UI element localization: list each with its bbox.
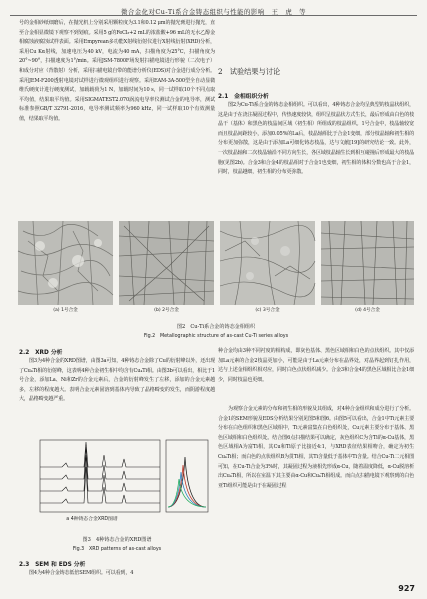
figure-3-caption-cn: 图3 4种铸态合金的XRD图谱 [82,537,152,543]
right-bottom-paragraph: 为观察合金元素的分布和初生相的形貌及其组成，对4种合金组织和成分进行了分析。合金1的SEM形貌及EDS分析结果分别见图5和图6。由图5可以看出，合金1中Ti元素主要分布在白色组织和黑色区域相中，Ti元素富集在白色组织处，Cu元素主要分布于基体、黑色区域相和白色组织处。结合图6点扫描结果可以确定，灰色组织C为含Ti的α-Cu基体，黑色区域相A为富Ti相，其Cu和Ti原子比接近4:1，与XRD表征结果相吻合，确定为初生Cu₄Ti相；而白色的点状组织B为贯Ti相，其Ti含量低于基体中Ti含量。结合Cu-Ti二元相图可知，在Cu-Ti合金为3%时，其凝固过程为液相先形成α-Cu，随着温度降低，α-Cu脱溶析出Cu₄Ti相，所以在室温下其主要由α-Cu和Cu₄Ti相组成。而白点扫描电镜下观察到的白色亚Ti组织可能是由于在凝固过程 [218,406,414,489]
section-2-1-paragraph: 图2为Cu-Ti系合金的铸态金相组织。可以看出，4种铸态合金均呈典型的枝晶状组织，这是由于在浇注凝固过程中，传热速度较快，组织呈枝晶状方式生长，最后形成由白色的枝晶干（基体）和黑色的枝晶间区域（初生相）所组成的枝晶组织。1号合金中，枝晶轴较宽而且枝晶间距较小，添加0.05%的La后，枝晶轴相比于合金1变细，部分枝晶轴和初生相的分布更加弥散，这是由于添加La可细化铸态枝晶，达与文献[19]的研究结论一致。此外，一次枝晶轴和二次枝晶轴沿不同方向生长，各区域枝晶轴生长到相互碰撞后形成最大的枝晶胞(见图2b)。合金3和合金4的枝晶相对于合金1也变细，初生相的体积分数也高于合金1，同时，枝晶越细，初生相的分布更弥散。 [218,102,414,176]
figure-2-caption-cn: 图2 Cu-Ti系合金的铸态金相组织 [176,324,256,330]
section-2-3-heading: 2.3 SEM 和 EDS 分析 [19,562,86,568]
section-2-1-heading: 2.1 金相组织分析 [218,94,269,100]
figure-3-caption-en: Fig.3 XRD patterns of as-cast alloys [72,547,162,552]
micrograph-c-label: (c) 3号合金 [255,308,280,313]
micrograph-a-image [18,221,113,305]
micrograph-d-image [321,221,414,305]
figure-3 [22,437,212,533]
micrograph-b-label: (b) 2号合金 [154,308,179,313]
micrograph-a-label: (a) 1号合金 [53,308,78,313]
micrograph-d [321,221,414,313]
figure-2 [18,221,414,321]
micrograph-c-image [220,221,315,305]
xrd-plot [22,437,212,523]
micrograph-a [18,221,113,313]
right-middle-paragraph: 种合金均由3种不同衬度的相构成，即灰色基体、黑色区域相和白色的点状组织。其中仅添加La元素的合金2枝晶更加小，可能是由于La元素分布在晶界处，对晶界起到钉扎作用，达与上述金相组织相对应，同时白色点状组织减少。合金3和合金4的黑色区域相比合金1细少，同时枝晶也更细。 [218,348,414,383]
section-2-2-heading: 2.2 XRD 分析 [19,350,63,356]
running-header: 微合金化对Cu-Ti系合金铸态组织与性能的影响 王 虎 等 [120,8,307,16]
section-2-2-paragraph: 图3为4种合金的XRD图谱，由图3a可知，4种铸态合金除了Cu的衍射峰以外，还出现了Cu₄Ti相的衍射峰，这表明4种合金初生相中均含有Cu₄Ti相。由图3b可以看出，相比于1号合金，添加La、Ni和Zr的合金元素后，合金的衍射峰发生了左移，添加的合金元素越多，左移的程度越大。表明合金元素固溶到基体内导致了晶格畸变的发生，而阴游程度越大，晶格畸变越严重。 [19,358,215,403]
micrograph-b [119,221,214,313]
section-2-heading: 2 试验结果与讨论 [218,67,281,76]
figure-2-caption-en: Fig.2 Metallographic structure of as-cast Cu-Ti series alloys [143,334,289,339]
page-number: 927 [398,584,415,593]
micrograph-d-label: (d) 4号合金 [355,308,380,313]
figure-3-subcaption: a 4种铸态合金XRD图谱 [66,517,118,522]
left-top-paragraph: 号的金相砂纸细磨后，在抛光机上分别采用颗粒度为3.1和0.12 μm的抛光膏进行抛光，直至合金相显微镜下观察不到划痕。采用5 g的FeCl₃+2 mL的浓盐酸+96 mL的无水乙醇金相腐蚀液腐蚀试样表面。采用Empyrean多功能X射线衍射仪进行X射线衍射(XRD)分析，采用Cu Kα射线，加速电压为40 kV，电流为40 mA，扫描角度为25°C，扫描角度为20°~90°，扫描速度为1°/min。采用JSM-7800F场发射扫描电镜进行形貌（二次电子）和成分对应（背散射）分析，采用扫描电镜自带的能谱分析仪(EDS)对合金进行成分分析。采用JEM-F200透射电镜对试样进行微观组织进行观察。采用EAM-3A-500型全自动显微维氏硬度计进行硬度测试，加载载荷为1 N，加载时间为10 s，同一试样取10个不同点取平均值，结果取平均值。采用SIGMATEST2.070涡流电导率仪测试合金的电导率，测试标准参照GB/T 32791-2016，电导率测试频率为960 kHz，同一试样取10个有效测量值，结果取平均值。 [19,20,215,122]
section-2-3-paragraph: 图4为4种合金铸态低倍SEM组织。可以看到，4 [29,570,134,576]
header-rule [10,15,417,16]
micrograph-c [220,221,315,313]
micrograph-b-image [119,221,214,305]
